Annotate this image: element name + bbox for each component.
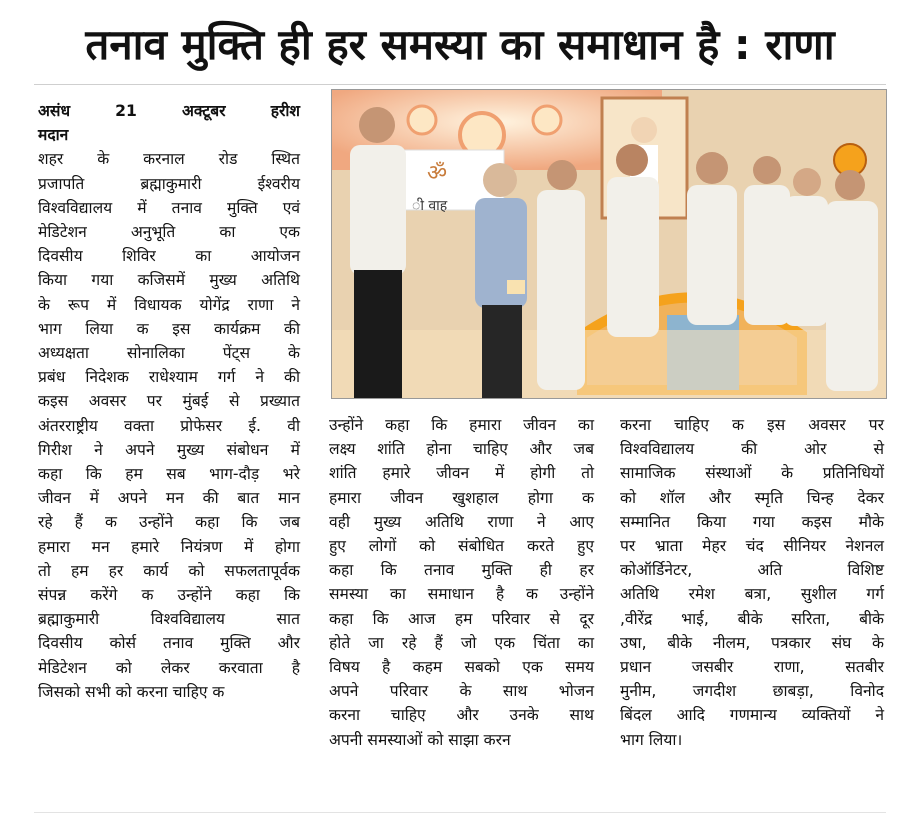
col2-line: अपने परिवार के साथ भोजन	[329, 682, 594, 701]
col1-line: भाग लिया क इस कार्यक्रम की	[38, 319, 300, 338]
col1-line: संपन्न करेंगे क उन्होंने कहा कि	[38, 586, 300, 605]
col1-line: प्रबंध निदेशक राधेश्याम गर्ग ने की	[38, 368, 300, 387]
person-1	[350, 107, 406, 398]
col1-line: विश्वविद्यालय में तनाव मुक्ति एवं	[38, 198, 300, 217]
col1-line: के रूप में विधायक योगेंद्र राणा ने	[38, 295, 300, 314]
col1-line: शहर के करनाल रोड स्थित	[38, 150, 300, 169]
col3-line: पर भ्राता मेहर चंद सीनियर नेशनल	[620, 537, 884, 556]
col3-line: सामाजिक संस्थाओं के प्रतिनिधियों	[620, 464, 884, 483]
portrait-face	[631, 117, 657, 143]
col1-line: प्रजापति ब्रह्माकुमारी ईश्वरीय	[38, 174, 300, 193]
col3-line: कोऑर्डिनेटर, अति विशिष्ट	[620, 561, 884, 580]
col2-line: कहा कि तनाव मुक्ति ही हर	[329, 561, 594, 580]
headline: तनाव मुक्ति ही हर समस्या का समाधान है : राणा	[85, 20, 835, 69]
col3-line: प्रधान जसबीर राणा, सतबीर	[620, 658, 884, 677]
col2-line: समस्या का समाधान है क उन्होंने	[329, 585, 594, 604]
col1-line: दिवसीय शिविर का आयोजन	[38, 247, 300, 266]
col2-line: कहा कि आज हम परिवार से दूर	[329, 609, 594, 628]
col3-line: अतिथि रमेश बत्रा, सुशील गर्ग	[620, 585, 884, 604]
col2-line: विषय है कहम सबको एक समय	[329, 658, 594, 677]
headline-rule	[34, 84, 886, 85]
col3-line: ,वीरेंद्र भाई, बीके सरिता, बीके	[620, 609, 884, 628]
col1-line: दिवसीय कोर्स तनाव मुक्ति और	[38, 634, 300, 653]
col3-line: मुनीम, जगदीश छाबड़ा, विनोद	[620, 682, 884, 701]
col2-line: हुए लोगों को संबोधित करते हुए	[329, 537, 594, 556]
col2-line: लक्ष्य शांति होना चाहिए और जब	[329, 440, 594, 459]
page-bottom-rule	[34, 812, 886, 813]
col1-line: मेडिटेशन अनुभूति का एक	[38, 223, 300, 242]
col1-line: तो हम हर कार्य को सफलतापूर्वक	[38, 561, 300, 580]
banner-symbol: ॐ	[427, 161, 448, 186]
person-8	[826, 170, 878, 391]
article-column-3	[620, 413, 884, 752]
col1-line: कहा कि हम सब भाग-दौड़ भरे	[38, 465, 300, 484]
flower-decoration	[533, 106, 561, 134]
event-photo	[331, 89, 887, 399]
col2-line: होते जा रहे हैं जो एक चिंता का	[329, 633, 594, 652]
col3-line: सम्मानित किया गया कइस मौके	[620, 512, 884, 531]
flower-decoration	[408, 106, 436, 134]
col2-line: उन्होंने कहा कि हमारा जीवन का	[329, 416, 594, 434]
col3-line: भाग लिया।	[620, 730, 683, 749]
byline-line-1: असंध 21 अक्टूबर हरीश	[38, 102, 300, 120]
col1-line: अध्यक्षता सोनालिका पेंट्स के	[38, 344, 300, 363]
col1-line: अंतरराष्ट्रीय वक्ता प्रोफेसर ई. वी	[38, 416, 300, 435]
col3-line: उषा, बीके नीलम, पत्रकार संघ के	[620, 633, 884, 652]
col1-line: जिसको सभी को करना चाहिए क	[38, 682, 225, 701]
col2-line: करना चाहिए और उनके साथ	[329, 706, 594, 725]
banner-text: ी वाह	[412, 198, 448, 214]
col1-line: रहे हैं क उन्होंने कहा कि जब	[38, 513, 300, 532]
event-photo-illustration	[332, 90, 886, 398]
col1-line: जीवन में अपने मन की बात मान	[38, 489, 300, 508]
byline-line-2: मदान	[38, 126, 69, 145]
col3-line: को शॉल और स्मृति चिन्ह देकर	[620, 488, 884, 507]
col1-line: मेडिटेशन को लेकर करवाता है	[38, 658, 300, 677]
article-column-1	[38, 99, 300, 704]
col1-line: किया गया कजिसमें मुख्य अतिथि	[38, 271, 300, 290]
col1-line: गिरीश ने अपने मुख्य संबोधन में	[38, 440, 300, 459]
candle-flame	[507, 280, 525, 294]
person-3	[537, 160, 585, 390]
col1-line: हमारा मन हमारे नियंत्रण में होगा	[38, 537, 300, 556]
col2-line: हमारा जीवन खुशहाल होगा क	[329, 488, 594, 507]
col3-line: विश्वविद्यालय की ओर से	[620, 440, 884, 459]
col2-line: वही मुख्य अतिथि राणा ने आए	[329, 512, 594, 531]
col1-line: कइस अवसर पर मुंबई से प्रख्यात	[38, 392, 300, 411]
col1-line: ब्रह्माकुमारी विश्वविद्यालय सात	[38, 610, 300, 629]
stage-floor	[332, 330, 886, 398]
col2-line: अपनी समस्याओं को साझा करन	[329, 730, 511, 749]
col3-line: करना चाहिए क इस अवसर पर	[620, 416, 884, 434]
col2-line: शांति हमारे जीवन में होगी तो	[329, 464, 594, 483]
article-column-2	[329, 413, 594, 752]
col3-line: बिंदल आदि गणमान्य व्यक्तियों ने	[620, 706, 884, 725]
